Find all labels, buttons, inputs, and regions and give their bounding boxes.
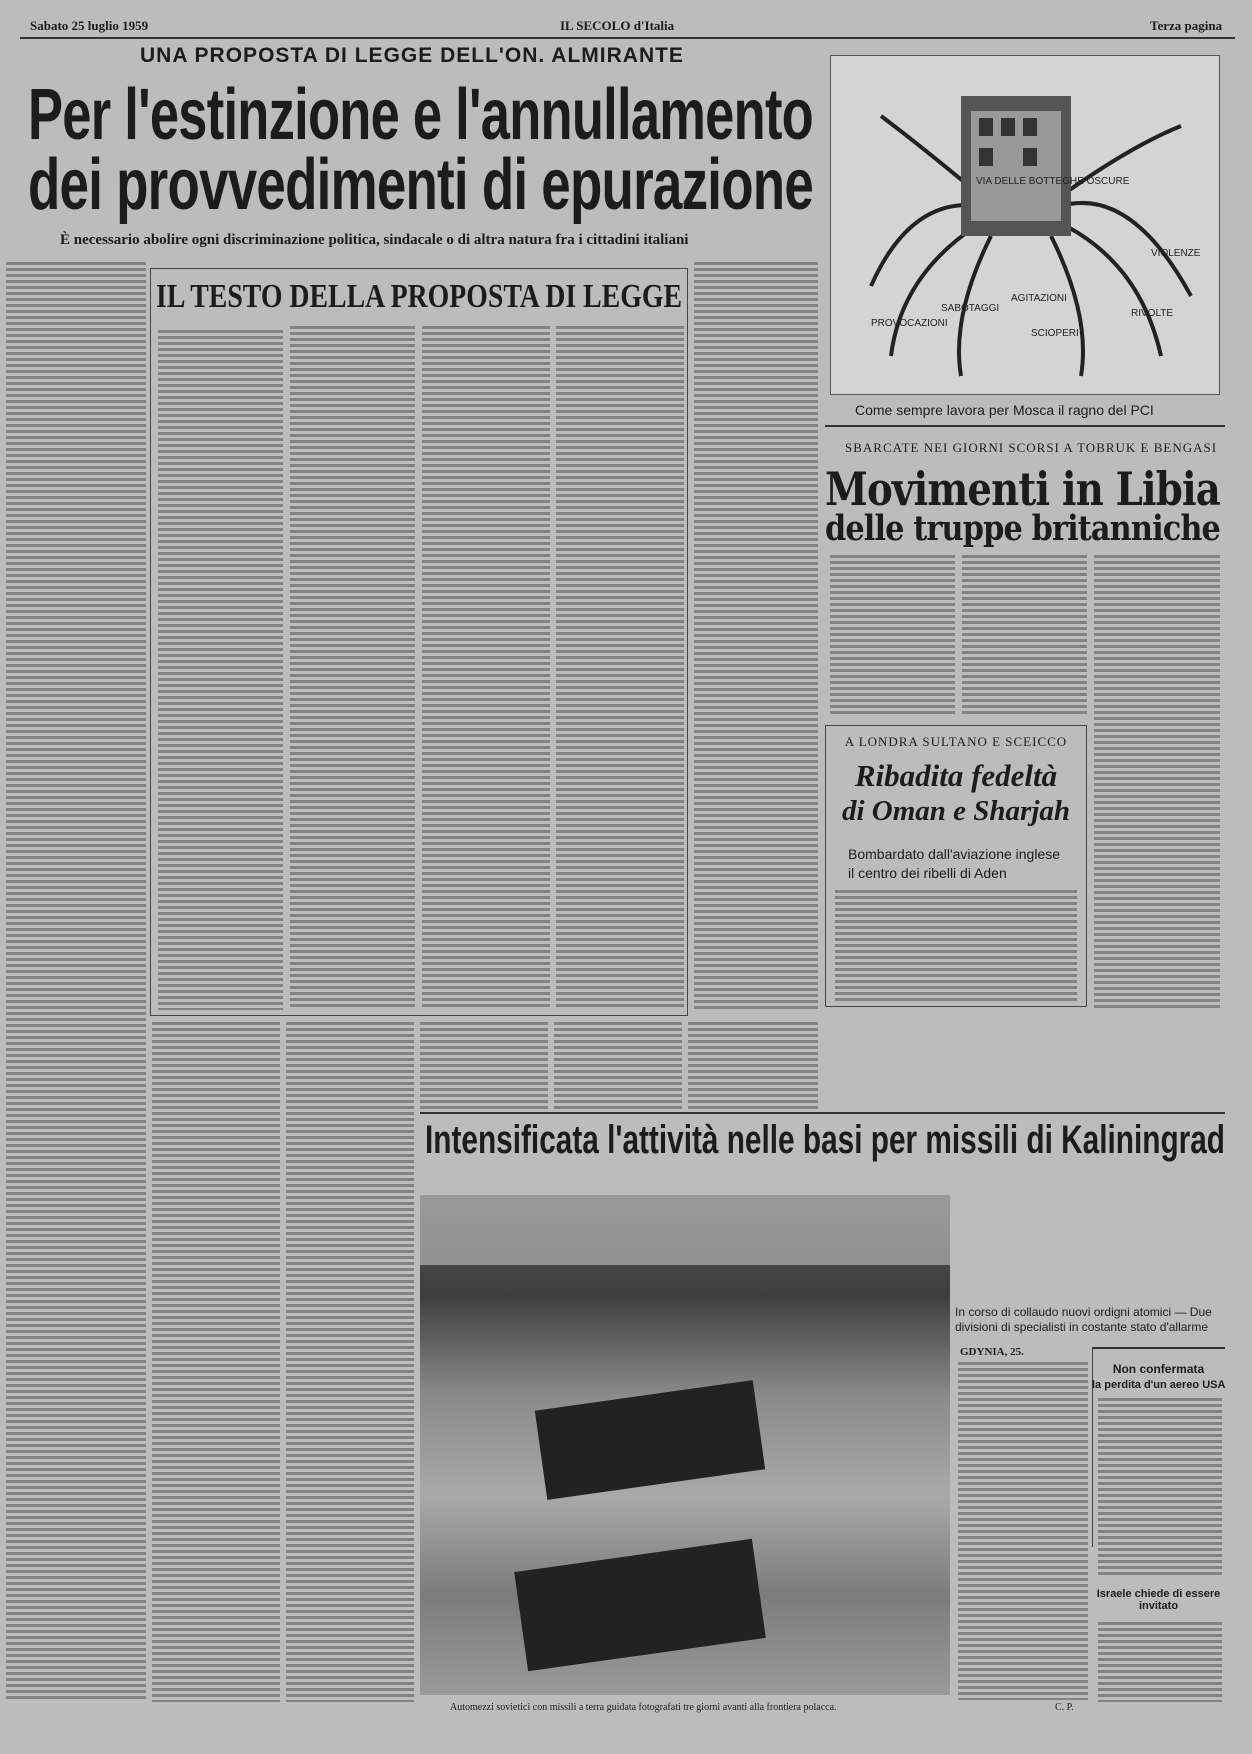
oman-article	[835, 890, 1077, 1002]
lead-headline-2: dei provvedimenti di epurazione	[28, 145, 813, 225]
page-label: Terza pagina	[1150, 18, 1223, 33]
law-column	[158, 330, 283, 1010]
libia-column	[1094, 555, 1220, 1010]
paper-name: IL SECOLO d'Italia	[560, 18, 675, 33]
usa-headline-2: la perdita d'un aereo USA	[1092, 1379, 1226, 1391]
usa-headline-1: Non confermata	[1112, 1362, 1205, 1376]
israele-article	[1098, 1622, 1222, 1702]
law-column	[290, 326, 415, 1010]
law-column	[694, 262, 818, 1010]
cartoon-label: SABOTAGGI	[941, 303, 1000, 314]
libia-kicker: SBARCATE NEI GIORNI SCORSI A TOBRUK E BENGASI	[845, 440, 1218, 455]
lead-article-column	[152, 1022, 280, 1702]
law-column	[556, 326, 684, 1010]
cartoon-label: AGITAZIONI	[1011, 293, 1067, 304]
kaliningrad-headline: Intensificata l'attività nelle basi per missili di Kaliningrad	[425, 1118, 1225, 1162]
cartoon-label: PROVOCAZIONI	[871, 318, 948, 329]
lead-kicker: UNA PROPOSTA DI LEGGE DELL'ON. ALMIRANTE	[140, 44, 684, 67]
issue-date: Sabato 25 luglio 1959	[30, 18, 149, 33]
dateline: GDYNIA, 25.	[960, 1346, 1024, 1358]
cartoon-label: RIVOLTE	[1131, 308, 1174, 319]
law-column	[422, 326, 550, 1010]
missile-photo	[420, 1195, 950, 1695]
oman-headline-2: di Oman e Sharjah	[841, 795, 1071, 827]
lead-article-column	[6, 262, 146, 1702]
lead-article-column	[554, 1022, 682, 1110]
libia-column	[830, 555, 955, 715]
section-rule	[825, 425, 1225, 427]
kaliningrad-subhead: In corso di collaudo nuovi ordigni atomici — Due divisioni di specialisti in costante stato d'allarme	[955, 1305, 1212, 1334]
cartoon-caption: Come sempre lavora per Mosca il ragno del PCI	[855, 402, 1154, 418]
oman-kicker: A LONDRA SULTANO E SCEICCO	[844, 734, 1068, 749]
signature: C. P.	[1055, 1702, 1074, 1713]
cartoon-label: VIOLENZE	[1151, 248, 1201, 259]
masthead-rule	[20, 37, 1235, 39]
usa-article	[1098, 1398, 1222, 1578]
oman-subhead: Bombardato dall'aviazione inglese il centro dei ribelli di Aden	[848, 846, 1061, 881]
oman-headline-1: Ribadita fedeltà	[854, 758, 1058, 793]
law-box-title: IL TESTO DELLA PROPOSTA DI LEGGE	[156, 278, 682, 315]
lead-article-column	[420, 1022, 548, 1110]
libia-headline-1: Movimenti in Libia	[825, 462, 1220, 516]
section-rule	[420, 1112, 1225, 1114]
libia-column	[962, 555, 1087, 715]
lead-article-column	[688, 1022, 818, 1110]
cartoon-label: SCIOPERI	[1031, 328, 1079, 339]
spider-cartoon	[830, 55, 1220, 395]
cartoon-label: VIA DELLE BOTTEGHE OSCURE	[976, 176, 1130, 187]
israele-headline: Israele chiede di essere invitato	[1096, 1588, 1221, 1612]
photo-caption: Automezzi sovietici con missili a terra guidata fotografati tre giorni avanti alla frontiera polacca.	[450, 1702, 837, 1713]
lead-subhead: È necessario abolire ogni discriminazione politica, sindacale o di altra natura fra i cittadini italiani	[60, 232, 689, 248]
kaliningrad-column	[958, 1362, 1088, 1700]
lead-headline-1: Per l'estinzione e l'annullamento	[28, 75, 813, 155]
libia-headline-2: delle truppe britanniche	[825, 508, 1220, 549]
lead-article-column	[286, 1022, 414, 1702]
